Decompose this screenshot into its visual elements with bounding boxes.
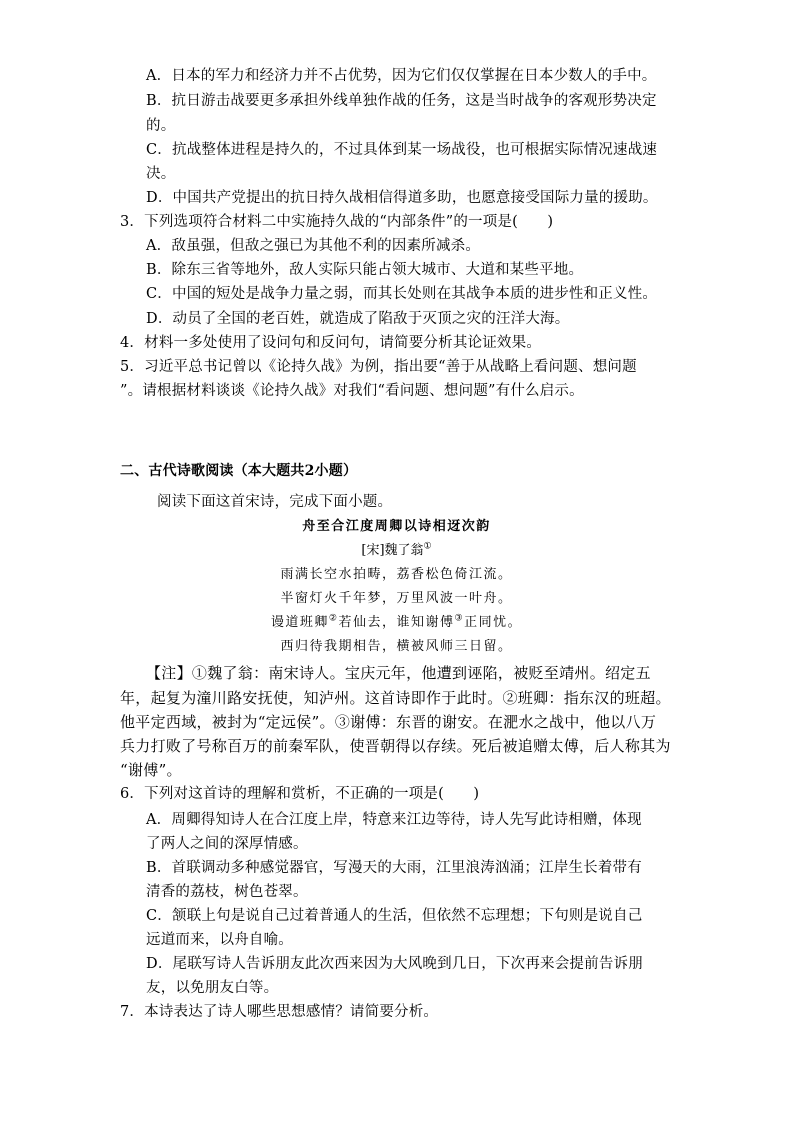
option-line: D．尾联写诗人告诉朋友此次西来因为大风晚到几日，下次再来会提前告诉朋 (146, 956, 643, 972)
poem-line: 西归待我期相告，横被风师三日留。 (280, 639, 513, 654)
option-line: A．日本的军力和经济力并不占优势，因为它们仅仅掌握在日本少数人的手中。 (146, 68, 657, 84)
option-line: 友，以免朋友白等。 (146, 980, 279, 996)
question-line: ”。请根据材料谈谈《论持久战》对我们“看问题、想问题”有什么启示。 (120, 383, 584, 399)
note-line: 【注】①魏了翁：南宋诗人。宝庆元年，他遭到诬陷，被贬至靖州。绍定五 (146, 664, 651, 682)
option-line: 了两人之间的深厚情感。 (146, 836, 308, 852)
poem-text: 若仙去，谁知谢傅 (338, 615, 455, 630)
note-line: 兵力打败了号称百万的前秦军队，使晋朝得以存续。死后被追赠太傅，后人称其为 (120, 737, 671, 755)
option-line: 远道而来，以舟自喻。 (146, 932, 293, 948)
poem-line (0, 614, 793, 632)
option-line: B．首联调动多种感觉器官，写漫天的大雨，江里浪涛汹涌；江岸生长着带有 (146, 860, 642, 876)
note-line: 年，起复为潼川路安抚使，知泸州。这首诗即作于此时。②班卿：指东汉的班超。 (120, 689, 671, 707)
footnote-mark: ① (423, 541, 432, 552)
question-stem: 6．下列对这首诗的理解和赏析，不正确的一项是( ) (120, 786, 480, 802)
footnote-mark: ③ (454, 613, 465, 624)
poem-text: 正同忧。 (464, 615, 523, 630)
poem-title: 舟至合江度周卿以诗相迓次韵 (302, 519, 491, 534)
option-line: A．周卿得知诗人在合江度上岸，特意来江边等待，诗人先写此诗相赠，体现 (146, 812, 642, 828)
option-a: A．敌虽强，但敌之强已为其他不利的因素所减杀。 (146, 238, 481, 254)
author-name: [宋]魏了翁 (361, 543, 424, 558)
poem-line: 雨满长空水拍畴，荔香松色倚江流。 (280, 567, 513, 582)
option-line: 的。 (146, 118, 176, 134)
poem-text: 谩道班卿 (270, 615, 329, 630)
footnote-mark: ② (328, 613, 339, 624)
poem-line: 半窗灯火千年梦，万里风波一叶舟。 (280, 591, 513, 606)
option-c: C．中国的短处是战争力量之弱，而其长处则在其战争本质的进步性和正义性。 (146, 286, 658, 302)
question-4: 4．材料一多处使用了设问句和反问句，请简要分析其论证效果。 (120, 335, 542, 351)
option-d: D．动员了全国的老百姓，就造成了陷敌于灭顶之灾的汪洋大海。 (146, 311, 570, 327)
option-line: C．颔联上句是说自己过着普通人的生活，但依然不忘理想；下句则是说自己 (146, 908, 643, 924)
option-line: B．抗日游击战要更多承担外线单独作战的任务，这是当时战争的客观形势决定 (146, 93, 657, 109)
option-b: B．除东三省等地外，敌人实际只能占领大城市、大道和某些平地。 (146, 262, 584, 278)
option-line: D．中国共产党提出的抗日持久战相信得道多助，也愿意接受国际力量的援助。 (146, 190, 658, 206)
note-line: 他平定西域，被封为“定远侯”。③谢傅：东晋的谢安。在淝水之战中，他以八万 (120, 713, 657, 731)
section-intro: 阅读下面这首宋诗，完成下面小题。 (157, 494, 393, 510)
poem-author (0, 542, 793, 560)
option-line: 决。 (146, 166, 176, 182)
note-line: “谢傅”。 (120, 761, 182, 779)
option-line: C．抗战整体进程是持久的，不过具体到某一场战役，也可根据实际情况速战速 (146, 142, 658, 158)
question-stem: 3．下列选项符合材料二中实施持久战的“内部条件”的一项是( ) (120, 214, 554, 230)
question-7: 7．本诗表达了诗人哪些思想感情？请简要分析。 (120, 1004, 439, 1020)
section-title: 二、古代诗歌阅读（本大题共2小题） (120, 463, 358, 479)
question-line: 5．习近平总书记曾以《论持久战》为例，指出要“善于从战略上看问题、想问题 (120, 359, 637, 375)
option-line: 清香的荔枝，树色苍翠。 (146, 884, 308, 900)
